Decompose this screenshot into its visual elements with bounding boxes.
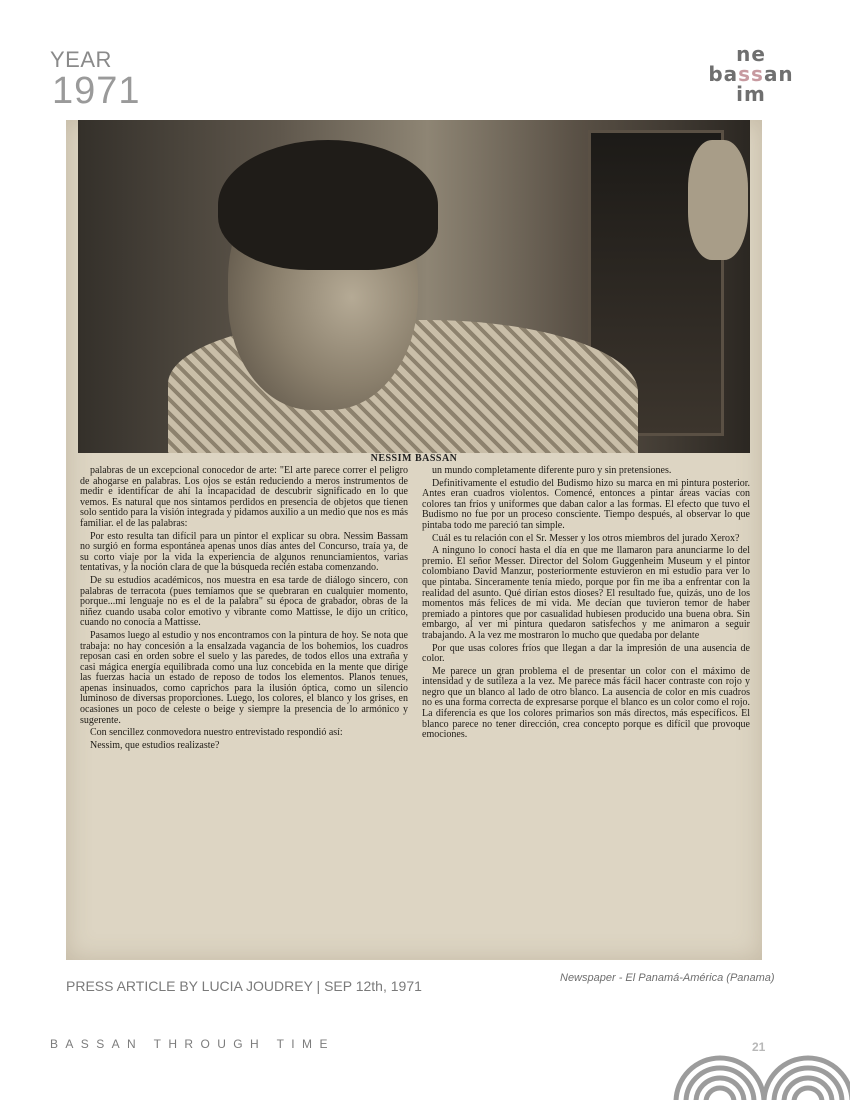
photo-hair: [218, 140, 438, 270]
article-column-right: [422, 466, 750, 952]
year-value: 1971: [52, 70, 141, 112]
paragraph: Pasamos luego al estudio y nos encontramos con la pintura de hoy. Se nota que trabaja: no hay concesión a la ensalzada vagancia de los bohemios, los cuadros reposan casi en orden sobre el suelo y las paredes, de todos ellos una extraña y casi mágica energía equilibrada como una luz concebida en la mente que dirige las fuerzas hacia un estado de reposo de todos los elementos. Planos tenues, apenas insinuados, como caprichos para la ilusión óptica, como un silencio luminoso de diversas proporciones. Luego, los colores, el blanco y los grises, en ocasiones un poco de celeste o beige y siempre la presencia de lo armónico y sugerente.: [80, 629, 408, 726]
paragraph: Por que usas colores fríos que llegan a dar la impresión de una ausencia de color.: [422, 642, 750, 665]
photo-caption: NESSIM BASSAN: [370, 453, 458, 464]
logo-line-1: ne: [736, 42, 766, 66]
page-number: 21: [752, 1040, 766, 1054]
newspaper-clipping: [66, 120, 762, 960]
paragraph: Por esto resulta tan difícil para un pintor el explicar su obra. Nessim Bassam no surgió en forma espontánea apenas unos días antes del Concurso, traía ya, de su corto viaje por la vida la experiencia de algunos renunciamientos, varias tentativas, y la noción clara de que la búsqueda recién estaba comenzando.: [80, 530, 408, 574]
paragraph: De su estudios académicos, nos muestra en esa tarde de diálogo sincero, con palabras de terracota (pues temíamos que se quebraran en cualquier momento, porque...mi lenguaje no es el de la palabra" su época de grabador, obras de la niñez cuando usaba color emotivo y vibrante como Mattisse, le dijo un crítico, cuando no conocía a Mattisse.: [80, 574, 408, 629]
year-label: YEAR: [50, 47, 112, 72]
article-column-left: [80, 466, 408, 952]
paragraph: A ninguno lo conocí hasta el día en que me llamaron para anunciarme lo del premio. El señor Messer. Director del Solom Guggenheim Museum y el pintor colombiano David Manzur, posteriormente estuvieron en mi estudio para ver lo que pintaba. Sinceramente tenía miedo, porque por fin me iba a enfrentar con la realidad del asunto. Qué dirían estos dioses? El resultado fue, quizás, uno de los momentos más felices de mi vida. Me decían que tuvieron temor de haber premiado a pintores que por casualidad hubiesen producido una buena obra. Sin embargo, al ver mi pintura quedaron satisfechos y me animaron a seguir trabajando. A la vez me mostraron lo mucho que quedaba por delante: [422, 545, 750, 641]
article-columns: [80, 466, 750, 952]
portrait-photo: [78, 120, 750, 453]
logo-part-c: an: [763, 62, 794, 86]
paragraph: Con sencillez conmovedora nuestro entrevistado respondió así:: [90, 727, 343, 739]
logo-line-3: im: [736, 82, 766, 106]
paragraph: Cuál es tu relación con el Sr. Messer y los otros miembros del jurado Xerox?: [432, 532, 740, 544]
paragraph: Nessim, que estudios realizaste?: [90, 739, 220, 751]
decorative-arcs-icon: [668, 1050, 850, 1100]
newspaper-source: Newspaper - El Panamá-América (Panama): [560, 972, 775, 984]
press-article-credit: PRESS ARTICLE BY LUCIA JOUDREY | SEP 12th, 1971: [66, 978, 422, 994]
footer-tagline: BASSAN THROUGH TIME: [50, 1037, 335, 1051]
logo-part-b: ss: [738, 62, 764, 86]
logo: [696, 44, 806, 104]
paragraph: palabras de un excepcional conocedor de arte: "El arte parece correr el peligro de ahogarse en palabras. Los ojos se están reduciendo a meros instrumentos de medir e identificar de ahí la incapacidad de descubrir significado en lo que vemos. Es natural que nos sintamos perdidos en presencia de objetos que tienen solo sentido para la visión integrada y pidamos auxilio a un medio que nos es más familiar. el de las palabras:: [80, 465, 408, 529]
photo-hand: [688, 140, 748, 260]
paragraph: Definitivamente el estudio del Budismo hizo su marca en mi pintura posterior. Antes eran cuadros violentos. Comencé, entonces a pintar áreas vacías con colores tan fríos y uniformes que daban calor a las formas. El efecto que tuvo el Budismo no fue por un proceso consciente. Tiempo después, al observar lo que pintaba todo me pareció tan simple.: [422, 477, 750, 531]
logo-part-a: ba: [708, 62, 739, 86]
paragraph: un mundo completamente diferente puro y sin pretensiones.: [432, 465, 672, 476]
logo-line-2: [696, 64, 806, 84]
paragraph: Me parece un gran problema el de presentar un color con el máximo de intensidad y de sutileza a la vez. Me parece más fácil hacer contraste con rojo y negro que un blanco al lado de otro blanco. La ausencia de color en mis cuadros no es una forma correcta de expresarse porque el blanco es un color como el rojo. La diferencia es que los colores primarios son más directos, más específicos. El blanco parece no tener dirección, crea concepto porque es difícil que provoque emociones.: [422, 665, 750, 741]
